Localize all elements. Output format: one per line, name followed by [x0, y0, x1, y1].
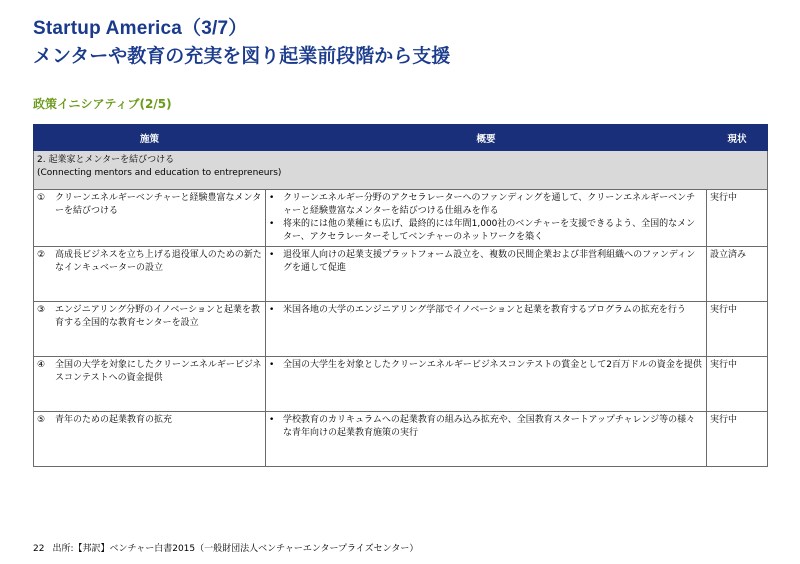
- bullet-icon: •: [269, 250, 275, 260]
- summary-text: 全国の大学生を対象としたクリーンエネルギービジネスコンテストの賞金として2百万ドルの資金を提供: [283, 360, 702, 370]
- summary-text: クリーンエネルギー分野のアクセラレーターへのファンディングを通して、クリーンエネルギーベンチャーと経験豊富なメンターを結びつける仕組みを作る: [283, 193, 696, 216]
- footer: [33, 541, 426, 554]
- bullet-icon: •: [269, 193, 275, 203]
- summary-text: 学校教育のカリキュラムへの起業教育の組み込み拡充や、全国教育スタートアップチャレンジ等の様々な青年向けの起業教育施策の実行: [283, 415, 696, 438]
- summary-text: 退役軍人向けの起業支援プラットフォーム設立を、複数の民間企業および非営利組織へのファンディングを通して促進: [283, 250, 696, 273]
- row-number: ②: [37, 250, 46, 260]
- summary-cell: [266, 412, 707, 467]
- status-cell: 実行中: [707, 357, 768, 412]
- source-note: 出所:【邦訳】ベンチャー白書2015（一般財団法人ベンチャーエンタープライズセンター）: [52, 544, 419, 554]
- row-number: ③: [37, 305, 46, 315]
- summary-bullet: [269, 192, 703, 218]
- summary-cell: [266, 357, 707, 412]
- bullet-icon: •: [269, 219, 275, 229]
- policy-table: [33, 124, 768, 467]
- bullet-icon: •: [269, 360, 275, 370]
- bullet-icon: •: [269, 415, 275, 425]
- section-title-english: (Connecting mentors and education to entrepreneurs): [37, 168, 282, 178]
- page-number: 22: [33, 544, 45, 554]
- status-cell: 実行中: [707, 302, 768, 357]
- summary-bullet: [269, 218, 703, 244]
- measure-cell: [34, 412, 266, 467]
- table-row: [34, 357, 768, 412]
- measure-text: クリーンエネルギーベンチャーと経験豊富なメンターを結びつける: [55, 193, 262, 216]
- table-row: [34, 190, 768, 247]
- summary-cell: [266, 247, 707, 302]
- table-row: [34, 412, 768, 467]
- measure-text: 高成長ビジネスを立ち上げる退役軍人のための新たなインキュベーターの設立: [55, 250, 262, 273]
- row-number: ④: [37, 360, 46, 370]
- column-header-status: 現状: [707, 125, 768, 151]
- page-title-line2: メンターや教育の充実を図り起業前段階から支援: [33, 45, 451, 67]
- table-row: [34, 302, 768, 357]
- section-row: [34, 151, 768, 190]
- status-cell: 実行中: [707, 412, 768, 467]
- column-header-summary: 概要: [266, 125, 707, 151]
- measure-cell: [34, 247, 266, 302]
- summary-text: 米国各地の大学のエンジニアリング学部でイノベーションと起業を教育するプログラムの拡充を行う: [283, 305, 686, 315]
- section-cell: [34, 151, 768, 190]
- column-header-measure: 施策: [34, 125, 266, 151]
- summary-cell: [266, 302, 707, 357]
- summary-bullet: [269, 249, 703, 275]
- measure-text: 全国の大学を対象にしたクリーンエネルギービジネスコンテストへの資金提供: [55, 360, 262, 383]
- table-row: [34, 247, 768, 302]
- table-header-row: [34, 125, 768, 151]
- summary-text: 将来的には他の業種にも広げ、最終的には年間1,000社のベンチャーを支援できるよう、全国的なメンター、アクセラレーターそしてベンチャーのネットワークを築く: [283, 219, 696, 242]
- measure-cell: [34, 302, 266, 357]
- bullet-icon: •: [269, 305, 275, 315]
- row-number: ⑤: [37, 415, 46, 425]
- summary-bullet: [269, 414, 703, 440]
- measure-cell: [34, 190, 266, 247]
- section-subtitle: 政策イニシアティブ(2/5): [33, 97, 172, 111]
- page-title-line1: Startup America（3/7）: [33, 18, 248, 39]
- status-cell: 実行中: [707, 190, 768, 247]
- measure-text: エンジニアリング分野のイノベーションと起業を教育する全国的な教育センターを設立: [55, 305, 260, 328]
- measure-text: 青年のための起業教育の拡充: [55, 415, 173, 425]
- row-number: ①: [37, 193, 46, 203]
- section-title: 2. 起業家とメンターを結びつける: [37, 155, 175, 165]
- summary-bullet: [269, 359, 703, 372]
- summary-bullet: [269, 304, 703, 317]
- measure-cell: [34, 357, 266, 412]
- summary-cell: [266, 190, 707, 247]
- status-cell: 設立済み: [707, 247, 768, 302]
